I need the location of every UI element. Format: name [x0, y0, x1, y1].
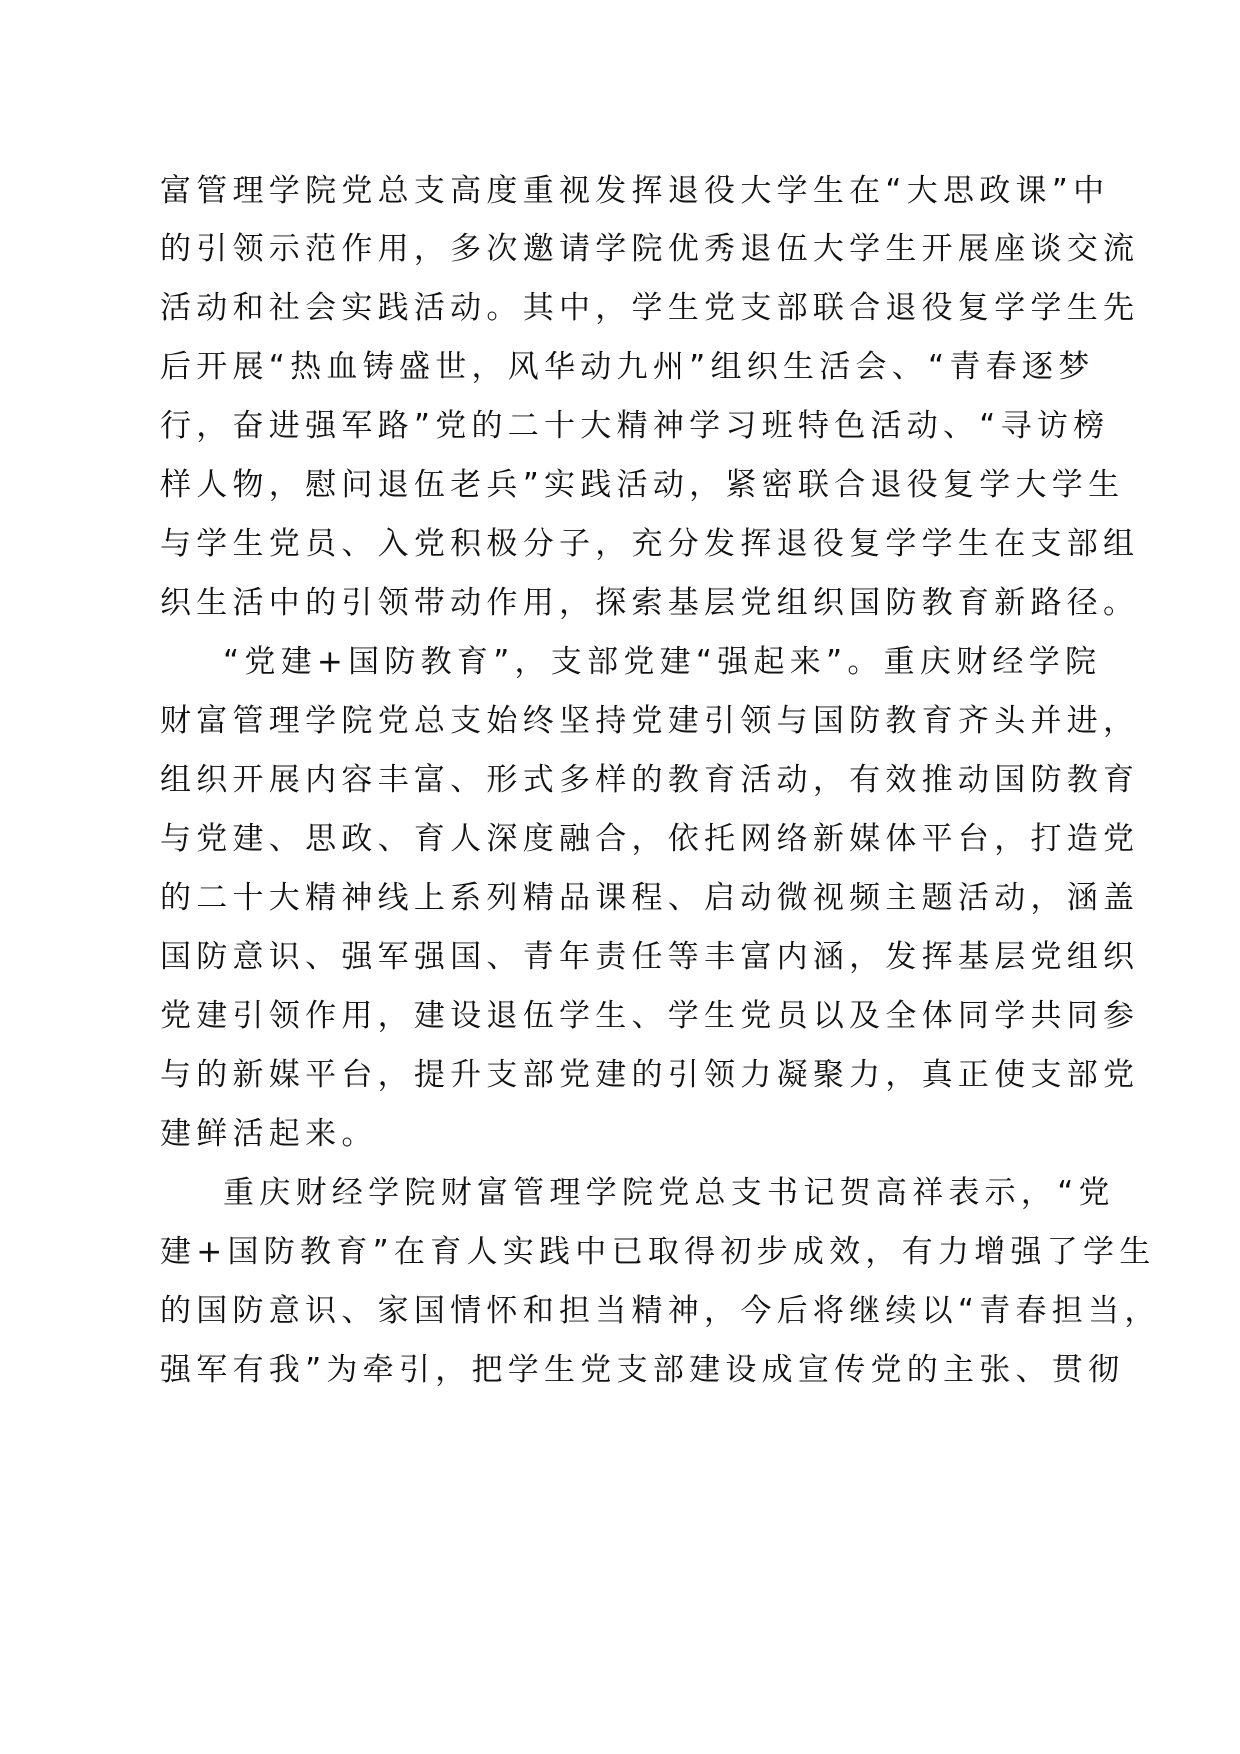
text-line: 财富管理学院党总支始终坚持党建引领与国防教育齐头并进，: [160, 703, 1140, 739]
text-line: 强军有我”为牵引，把学生党支部建设成宣传党的主张、贯彻: [160, 1352, 1125, 1388]
text-line: 组织开展内容丰富、形式多样的教育活动，有效推动国防教育: [160, 762, 1140, 798]
text-line: 后开展“热血铸盛世，风华动九州”组织生活会、“青春逐梦: [160, 349, 1095, 385]
paragraph-first-line: 重庆财经学院财富管理学院党总支书记贺高祥表示，“党: [223, 1175, 1115, 1211]
paragraph-first-line: “党建+国防教育”，支部党建“强起来”。重庆财经学院: [223, 644, 1102, 680]
text-line: 富管理学院党总支高度重视发挥退役大学生在“大思政课”中: [160, 173, 1110, 209]
text-line: 与学生党员、入党积极分子，充分发挥退役复学学生在支部组: [160, 526, 1140, 562]
text-line: 的国防意识、家国情怀和担当精神，今后将继续以“青春担当，: [160, 1293, 1161, 1329]
text-line: 行，奋进强军路”党的二十大精神学习班特色活动、“寻访榜: [160, 408, 1110, 444]
text-line: 党建引领作用，建设退伍学生、学生党员以及全体同学共同参: [160, 998, 1140, 1034]
text-line: 与的新媒平台，提升支部党建的引领力凝聚力，真正使支部党: [160, 1057, 1140, 1093]
text-line: 的二十大精神线上系列精品课程、启动微视频主题活动，涵盖: [160, 880, 1140, 916]
text-line: 建鲜活起来。: [160, 1116, 378, 1152]
text-line: 与党建、思政、育人深度融合，依托网络新媒体平台，打造党: [160, 821, 1140, 857]
text-line: 活动和社会实践活动。其中，学生党支部联合退役复学学生先: [160, 290, 1140, 326]
text-line: 建+国防教育”在育人实践中已取得初步成效，有力增强了学生: [160, 1234, 1156, 1270]
text-line: 样人物，慰问退伍老兵”实践活动，紧密联合退役复学大学生: [160, 467, 1125, 503]
text-line: 织生活中的引领带动作用，探索基层党组织国防教育新路径。: [160, 585, 1140, 621]
text-line: 的引领示范作用，多次邀请学院优秀退伍大学生开展座谈交流: [160, 231, 1140, 267]
text-line: 国防意识、强军强国、青年责任等丰富内涵，发挥基层党组织: [160, 939, 1140, 975]
